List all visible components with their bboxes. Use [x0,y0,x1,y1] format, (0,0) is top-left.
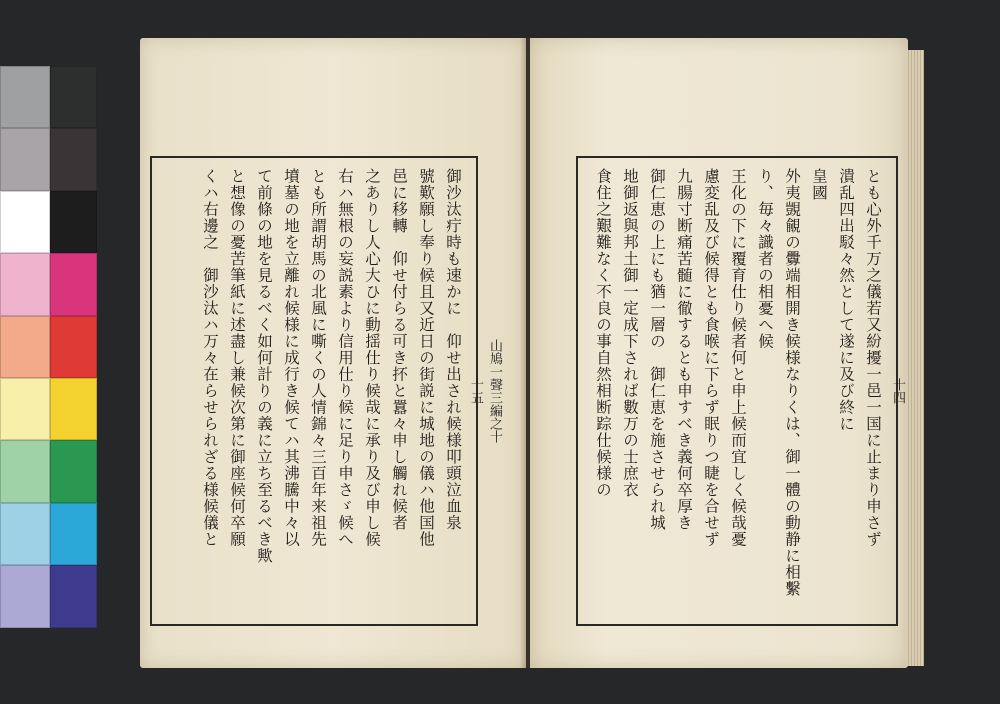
text-line: 號歎願し奉り候且又近日の街説に城地の儀ハ他国他 [417,168,435,548]
color-swatch [50,66,97,128]
color-swatch [50,316,97,378]
right-page-frame [576,156,905,626]
left-page-frame [150,156,502,626]
text-line: とも心外千万之儀若又紛擾一邑一国に止まり申さず [864,168,882,548]
text-line: 食住之艱難なく不良の事自然相断踪仕候様の [594,168,612,498]
right-page-text [588,168,886,614]
text-line: 地御返與邦土御一定成下されば數万の士庶衣 [621,168,639,498]
color-swatch [0,378,50,440]
text-line: 墳墓の地を立離れ候様に成行き候てハ其沸騰中々以 [282,168,300,548]
text-line: 邑に移轉 仰せ付らる可き抔と囂々申し觸れ候者 [390,168,408,531]
left-page-margin-column [468,158,504,624]
color-swatch [0,253,50,315]
text-line: 御沙汰疔時も速かに 仰せ出され候様叩頭泣血泉 [444,168,462,531]
color-swatch [0,66,50,128]
color-swatch [50,378,97,440]
left-page-header: 山鳩一聲三編之十 [487,339,502,443]
color-swatch [0,316,50,378]
left-page-number: 十五 [468,378,483,404]
color-swatch [50,440,97,502]
text-line: 潰乱四出駁々然として遂に及び終に [837,168,855,432]
open-book [140,38,926,674]
page-edges [906,50,924,666]
text-line: 九腸寸断痛苦髄に徹するとも申すべき義何卒厚き [675,168,693,531]
color-swatch [50,565,97,627]
left-page [140,38,526,668]
color-calibration-chart [0,66,97,628]
right-page-number: 十四 [890,378,905,404]
text-line: 皇國 [810,168,828,201]
left-page-text [162,168,466,614]
text-line: 御仁恵の上にも猶一層の 御仁恵を施させられ城 [648,168,666,531]
text-line: 慮変乱及び候得とも食喉に下らず眠りつ睫を合せず [702,168,720,548]
text-line: 右ハ無根の妄説素より信用仕り候に足り申さゞ候へ [336,168,354,548]
text-line: て前條の地を見るべく如何計りの義に立ち至るべき歟 [255,168,273,564]
text-line: とも所謂胡馬の北風に嘶くの人情錦々三百年来祖先 [309,168,327,548]
text-line: くハ右邊之 御沙汰ハ万々在らせられざる様候儀と [201,168,219,548]
text-line: 外夷覬覦の釁端相開き候様なりくは、御一體の動静に相繫り、毎々識者の相憂へ候 [756,168,801,597]
color-swatch [0,503,50,565]
color-swatch [0,440,50,502]
text-line: と想像の憂苦筆紙に述盡し兼候次第に御座候何卒願 [228,168,246,548]
text-line: 之ありし人心大ひに動揺仕り候哉に承り及び申し候 [363,168,381,548]
color-swatch [0,191,50,253]
color-swatch [50,128,97,190]
color-swatch [50,253,97,315]
right-page [530,38,908,668]
color-swatch [50,503,97,565]
color-swatch [0,565,50,627]
text-line: 王化の下に覆育仕り候者何と申上候而宜しく候哉憂 [729,168,747,548]
color-swatch [0,128,50,190]
color-swatch [50,191,97,253]
